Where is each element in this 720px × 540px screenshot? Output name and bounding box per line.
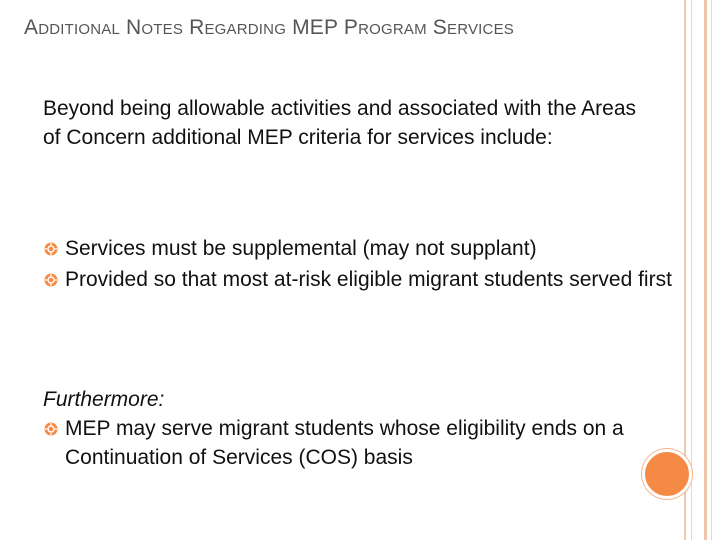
sun-bullet-icon (43, 421, 59, 437)
list-item (43, 234, 693, 263)
border-stripe (704, 0, 707, 540)
list-item-text: MEP may serve migrant students whose eligibility ends on a Continuation of Services (COS) basis (65, 417, 624, 469)
sun-bullet-icon (43, 272, 59, 288)
furthermore-label: Furthermore: (43, 388, 165, 411)
list-item (43, 265, 693, 294)
criteria-list (43, 234, 693, 296)
list-item (43, 414, 693, 472)
intro-paragraph: Beyond being allowable activities and associated with the Areas of Concern additional MEP criteria for services include: (43, 97, 637, 149)
additional-list (43, 414, 693, 474)
sun-bullet-icon (43, 241, 59, 257)
slide-title: Additional Notes Regarding MEP Program Services (24, 16, 514, 39)
border-stripe (711, 0, 712, 540)
list-item-text: Services must be supplemental (may not supplant) (65, 237, 537, 260)
list-item-text: Provided so that most at-risk eligible migrant students served first (65, 268, 672, 291)
